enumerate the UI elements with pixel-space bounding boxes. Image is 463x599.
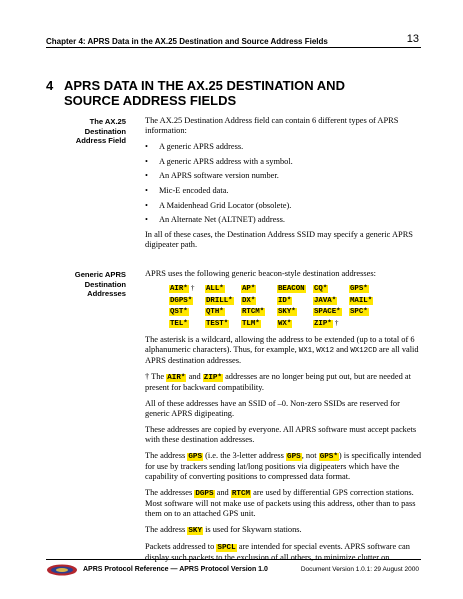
address-code: TEST* xyxy=(206,319,229,328)
address-code: QTH* xyxy=(206,308,224,316)
address-code: MAIL* xyxy=(350,296,373,305)
address-cell xyxy=(277,306,313,318)
text: and xyxy=(336,345,349,354)
address-cell xyxy=(205,306,241,318)
text: , not xyxy=(301,451,317,460)
address-code: ALL* xyxy=(206,285,224,293)
text: The addresses xyxy=(145,488,193,497)
highlighted-code: DGPS xyxy=(195,490,214,498)
address-cell xyxy=(241,318,277,330)
address-cell xyxy=(241,295,277,307)
text: are used by differential GPS correction stations. Most software will not make use of packets using this address, other than to pass them on to an attached GPS unit. xyxy=(145,488,416,518)
list-item: • A generic APRS address with a symbol. xyxy=(145,157,425,167)
paragraph xyxy=(145,335,425,366)
text: (i.e. the 3-letter address xyxy=(205,451,284,460)
code-text: WX12 xyxy=(316,347,335,355)
address-code: RTCM* xyxy=(242,308,265,316)
paragraph: These addresses are copied by everyone. All APRS software must accept packets with these destination addresses. xyxy=(145,425,417,444)
text: and xyxy=(216,488,229,497)
chapter-number: 4 xyxy=(46,78,54,93)
text: The address xyxy=(145,451,186,460)
address-cell xyxy=(169,306,205,318)
dagger-mark: † xyxy=(190,283,195,292)
address-code: TEL* xyxy=(170,319,188,328)
paragraph: APRS uses the following generic beacon-style destination addresses: xyxy=(145,269,376,278)
highlighted-code: GPS xyxy=(188,453,202,461)
paragraph: The AX.25 Destination Address field can contain 6 different types of APRS information: xyxy=(145,116,399,135)
address-code: AP* xyxy=(242,285,256,293)
highlighted-code: ZIP* xyxy=(203,374,222,382)
highlighted-code: GPS* xyxy=(319,453,338,461)
code-text: WX12CD xyxy=(350,347,377,355)
address-cell xyxy=(349,295,385,307)
address-cell xyxy=(169,295,205,307)
address-cell xyxy=(169,318,205,330)
address-cell xyxy=(313,306,349,318)
text: are all valid APRS destination addresses. xyxy=(145,345,419,365)
address-code: SPACE* xyxy=(314,308,341,316)
paragraph xyxy=(145,525,425,536)
text: is used for Skywarn stations. xyxy=(205,525,302,534)
dagger-mark: † xyxy=(334,317,339,327)
address-cell xyxy=(169,283,205,295)
side-heading-line: Destination xyxy=(84,279,126,289)
highlighted-code: GPS xyxy=(287,453,301,461)
list-item: • A generic APRS address. xyxy=(145,142,425,152)
text: † The xyxy=(145,372,165,381)
paragraph xyxy=(145,488,425,519)
side-heading-destination-field xyxy=(46,117,126,146)
text: addresses are no longer being put out, but are needed at present for backward compatibility. xyxy=(145,372,411,392)
address-code: SKY* xyxy=(278,308,296,316)
address-code: SPC* xyxy=(350,308,368,316)
text: ) is specifically intended for use by trackers sending lat/long positions via digipeaters which have the capability of converting positions to compressed data format. xyxy=(145,451,422,481)
footer-version: Document Version 1.0.1: 29 August 2000 xyxy=(300,566,419,573)
address-cell xyxy=(313,283,349,295)
address-code: ID* xyxy=(278,296,292,305)
section-generic-addresses-body xyxy=(145,269,425,569)
paragraph: In all of these cases, the Destination Address SSID may specify a generic APRS digipeater path. xyxy=(145,230,413,250)
paragraph xyxy=(145,451,425,482)
address-code: WX* xyxy=(278,319,292,328)
address-code: ZIP* xyxy=(314,319,332,328)
page-footer xyxy=(46,559,421,576)
address-cell xyxy=(241,306,277,318)
footer-title: APRS Protocol Reference — APRS Protocol Version 1.0 xyxy=(83,566,268,573)
address-cell xyxy=(313,295,349,307)
text: Packets addressed to xyxy=(145,542,215,551)
list-item: • Mic-E encoded data. xyxy=(145,186,425,196)
side-heading-line: Destination xyxy=(84,126,126,136)
heading-line-1: APRS DATA IN THE AX.25 DESTINATION AND xyxy=(64,78,345,93)
address-code: GPS* xyxy=(350,285,368,293)
highlighted-code: AIR* xyxy=(167,374,186,382)
address-table xyxy=(169,283,425,329)
address-code: QST* xyxy=(170,308,188,316)
page-number: 13 xyxy=(406,33,419,45)
address-code: CQ* xyxy=(314,285,328,293)
address-code: DRILL* xyxy=(206,296,233,305)
address-cell xyxy=(349,306,385,318)
address-cell xyxy=(277,295,313,307)
address-cell xyxy=(277,318,313,330)
chapter-title: Chapter 4: APRS Data in the AX.25 Destination and Source Address Fields xyxy=(46,37,328,46)
address-code: DGPS* xyxy=(170,296,193,305)
text: and xyxy=(188,372,201,381)
side-heading-line: The AX.25 xyxy=(89,117,126,126)
list-item: • A Maidenhead Grid Locator (obsolete). xyxy=(145,201,425,211)
highlighted-code: SPCL xyxy=(217,544,236,552)
side-heading-line: Addresses xyxy=(87,289,126,298)
address-cell xyxy=(241,283,277,295)
address-cell xyxy=(277,283,313,295)
address-code: TLM* xyxy=(242,319,260,328)
address-cell xyxy=(349,283,385,295)
highlighted-code: RTCM xyxy=(231,490,251,498)
address-code: JAVA* xyxy=(314,296,337,305)
chapter-heading xyxy=(46,78,345,108)
side-heading-line: Generic APRS xyxy=(74,270,126,279)
paragraph: All of these addresses have an SSID of –0. Non-zero SSIDs are reserved for generic APRS digipeating. xyxy=(145,399,400,418)
section-destination-field-body xyxy=(145,116,425,256)
address-cell xyxy=(205,318,241,330)
paragraph xyxy=(145,372,425,393)
list-item: • An Alternate Net (ALTNET) address. xyxy=(145,215,425,225)
heading-line-2: SOURCE ADDRESS FIELDS xyxy=(64,93,237,108)
page-header xyxy=(46,33,421,48)
address-code: AIR* xyxy=(170,285,188,293)
address-code: BEACON xyxy=(278,285,305,293)
aprs-logo-icon xyxy=(46,564,78,576)
address-cell xyxy=(205,283,241,295)
text: The asterisk is a wildcard, allowing the address to be extended (up to a total of 6 alphanumeric characters). Thus, for example, xyxy=(145,335,415,354)
bullet-list xyxy=(145,142,425,225)
address-cell xyxy=(205,295,241,307)
list-item: • An APRS software version number. xyxy=(145,171,425,181)
side-heading-generic-addresses xyxy=(46,270,126,299)
address-cell xyxy=(349,318,385,330)
address-code: DX* xyxy=(242,296,256,305)
side-heading-line: Address Field xyxy=(75,136,126,145)
text: The address xyxy=(145,525,186,534)
text: , xyxy=(312,345,315,354)
text: are intended for special events. APRS software can display such packets to the exclusion of all others, to minimize clutter on xyxy=(145,542,410,562)
address-cell xyxy=(313,318,349,330)
highlighted-code: SKY xyxy=(188,527,202,535)
code-text: WX1 xyxy=(298,347,313,355)
